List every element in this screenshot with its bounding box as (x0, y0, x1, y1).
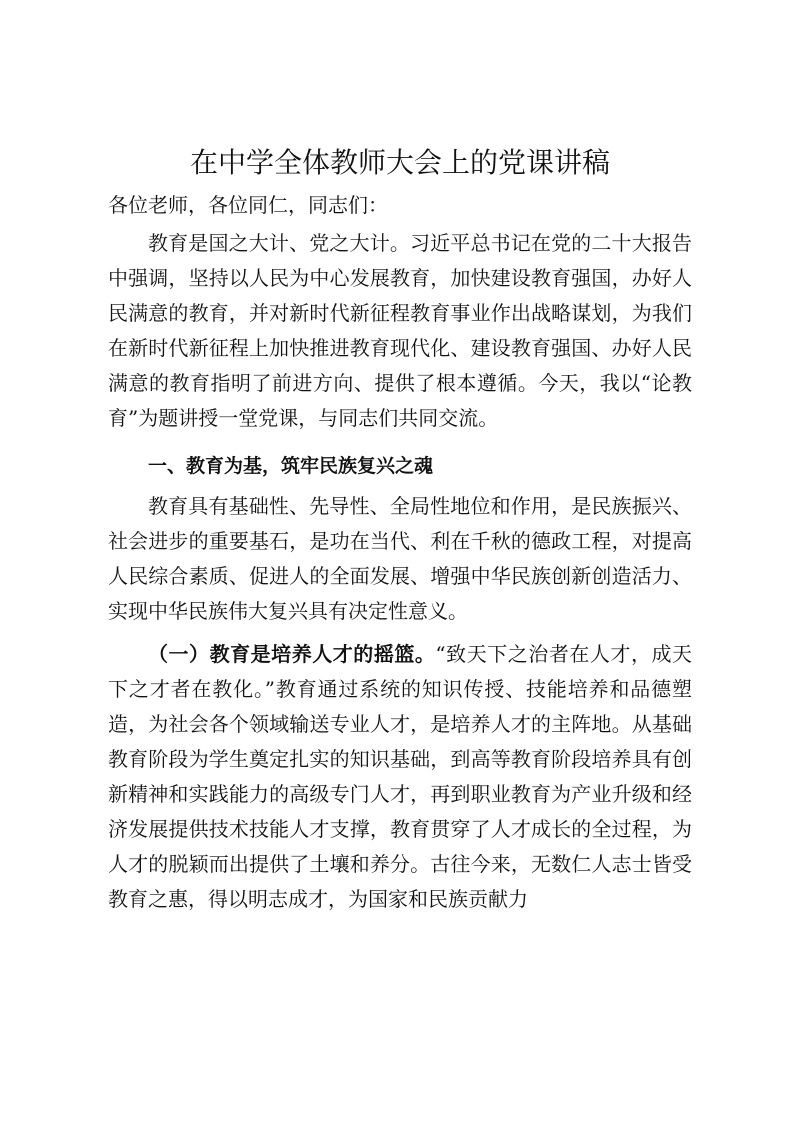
subsection-heading: （一）教育是培养人才的摇篮。 (148, 642, 436, 666)
subsection-paragraph (108, 637, 692, 917)
document-page (108, 0, 692, 1122)
document-title: 在中学全体教师大会上的党课讲稿 (189, 146, 610, 179)
intro-paragraph: 教育是国之大计、党之大计。习近平总书记在党的二十大报告中强调，坚持以人民为中心发展教育，加快建设教育强国，办好人民满意的教育，并对新时代新征程教育事业作出战略谋划，为我们在新时代新征程上加快推进教育现代化、建设教育强国、办好人民满意的教育指明了前进方向、提供了根本遵循。今天，我以“论教育”为题讲授一堂党课，与同志们共同交流。 (108, 231, 692, 430)
subsection-body: “致天下之治者在人才，成天下之才者在教化。”教育通过系统的知识传授、技能培养和品德塑造，为社会各个领域输送专业人才，是培养人才的主阵地。从基础教育阶段为学生奠定扎实的知识基础，到高等教育阶段培养具有创新精神和实践能力的高级专门人才，再到职业教育为产业升级和经济发展提供技术技能人才支撑，教育贯穿了人才成长的全过程，为人才的脱颖而出提供了土壤和养分。古往今来，无数仁人志士皆受教育之惠，得以明志成才，为国家和民族贡献力 (108, 642, 692, 911)
section-heading: 一、教育为基，筑牢民族复兴之魂 (148, 455, 434, 477)
salutation: 各位老师，各位同仁，同志们： (108, 193, 388, 217)
section-intro-paragraph: 教育具有基础性、先导性、全局性地位和作用，是民族振兴、社会进步的重要基石，是功在当代、利在千秋的德政工程，对提高人民综合素质、促进人的全面发展、增强中华民族创新创造活力、实现中华民族伟大复兴具有决定性意义。 (108, 494, 692, 623)
